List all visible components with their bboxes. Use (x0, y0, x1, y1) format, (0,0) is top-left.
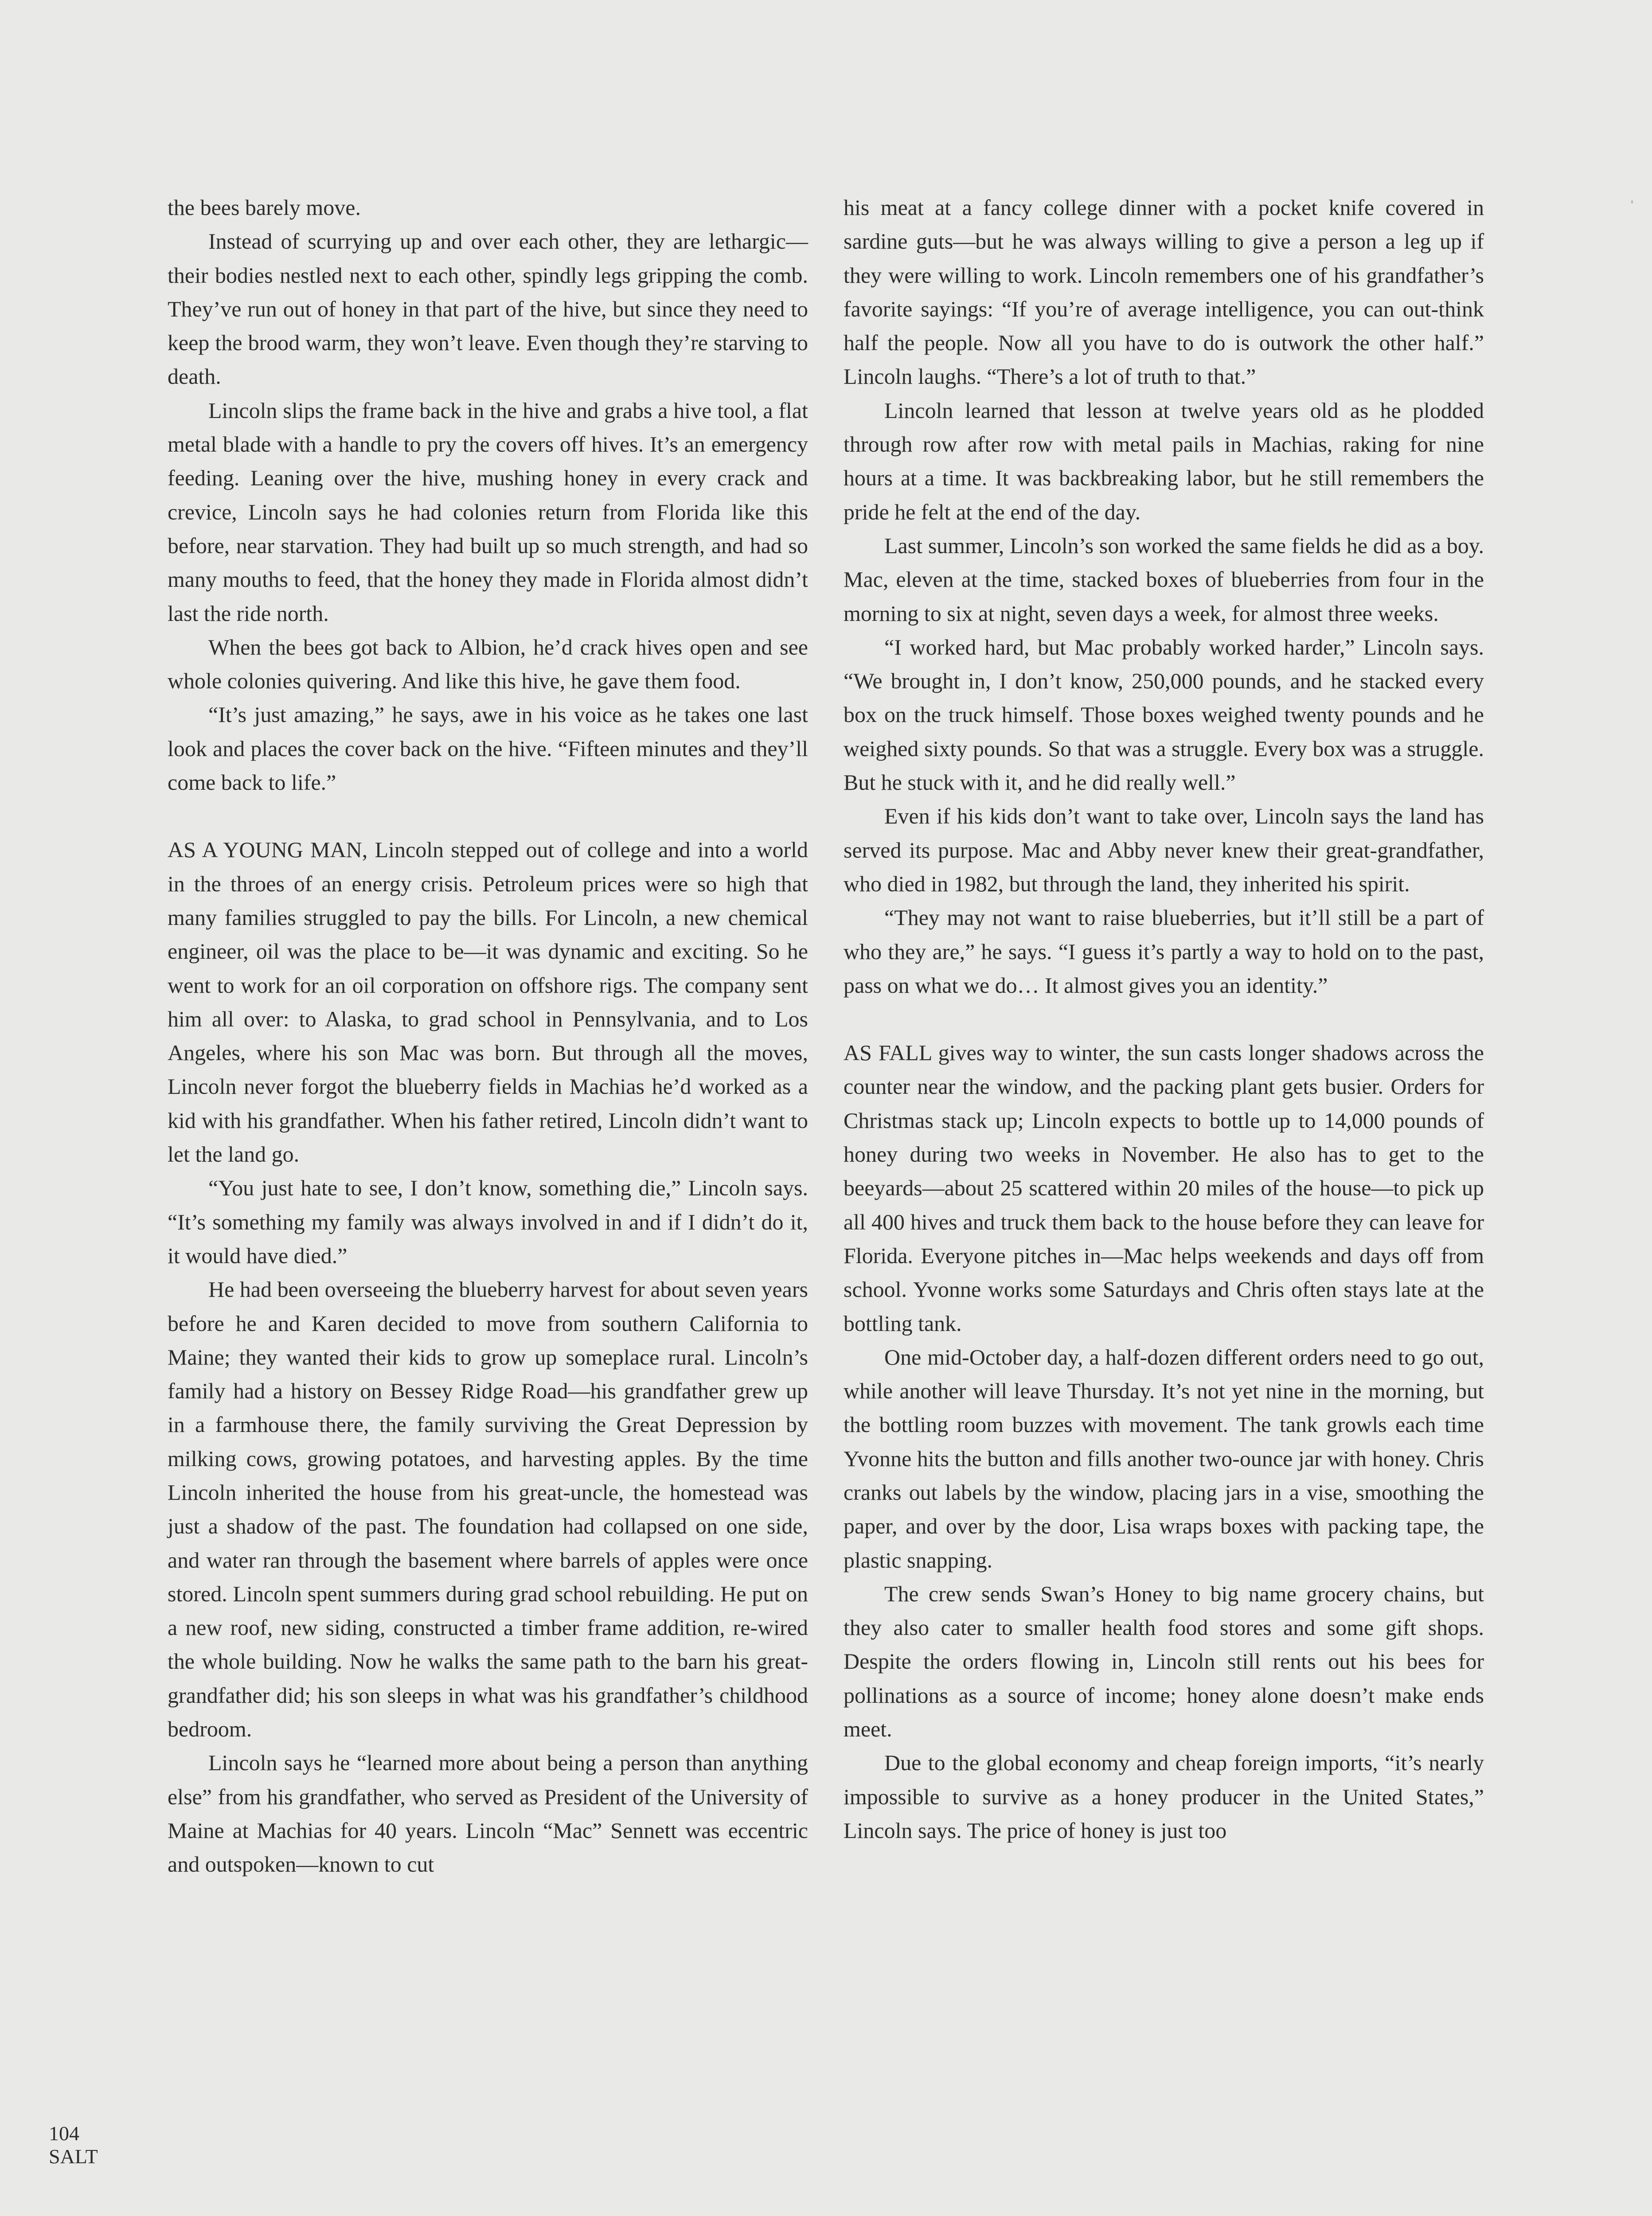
body-paragraph: One mid-October day, a half-dozen different orders need to go out, while another will leave Thursday. It’s not yet nine in the morning, but the bottling room buzzes with movement. The tank growls each time Yvonne hits the button and fills another two-ounce jar with honey. Chris cranks out labels by the window, placing jars in a vise, smoothing the paper, and over by the door, Lisa wraps boxes with packing tape, the plastic snapping. (844, 1344, 1484, 1572)
left-text-column (168, 191, 808, 1881)
page-number: 104 (49, 2122, 79, 2145)
body-paragraph: Lincoln learned that lesson at twelve years old as he plodded through row after row with metal pails in Machias, raking for nine hours at a time. It was backbreaking labor, but he still remembers the pride he felt at the end of the day. (844, 398, 1484, 524)
body-paragraph: The crew sends Swan’s Honey to big name grocery chains, but they also cater to smaller health food stores and some gift shops. Despite the orders flowing in, Lincoln still rents out his bees for pollinations as a source of income; honey alone doesn’t make ends meet. (844, 1581, 1484, 1742)
section-opening-paragraph: AS FALL gives way to winter, the sun casts longer shadows across the counter near the window, and the packing plant gets busier. Orders for Christmas stack up; Lincoln expects to bottle up to 14,000 pounds of honey during two weeks in November. He also has to get to the beeyards—about 25 scattered within 20 miles of the house—to pick up all 400 hives and truck them back to the house before they can leave for Florida. Everyone pitches in—Mac helps weekends and days off from school. Yvonne works some Saturdays and Chris often stays late at the bottling tank. (844, 1040, 1484, 1336)
right-text-column (844, 191, 1484, 1847)
body-paragraph: Instead of scurrying up and over each other, they are lethargic—their bodies nestled next to each other, spindly legs gripping the comb. They’ve run out of honey in that part of the hive, but since they need to keep the brood warm, they won’t leave. Even though they’re starving to death. (168, 229, 808, 389)
magazine-name: SALT (49, 2145, 98, 2168)
body-paragraph: the bees barely move. (168, 195, 361, 220)
body-paragraph: Last summer, Lincoln’s son worked the same fields he did as a boy. Mac, eleven at the time, stacked boxes of blueberries from four in the morning to six at night, seven days a week, for almost three weeks. (844, 533, 1484, 626)
body-paragraph: his meat at a fancy college dinner with a pocket knife covered in sardine guts—but he was always willing to give a person a leg up if they were willing to work. Lincoln remembers one of his grandfather’s favorite sayings: “If you’re of average intelligence, you can out-think half the people. Now all you have to do is outwork the other half.” Lincoln laughs. “There’s a lot of truth to that.” (844, 195, 1484, 389)
body-paragraph: “I worked hard, but Mac probably worked harder,” Lincoln says. “We brought in, I don’t know, 250,000 pounds, and he stacked every box on the truck himself. Those boxes weighed twenty pounds and he weighed sixty pounds. So that was a struggle. Every box was a struggle. But he stuck with it, and he did really well.” (844, 634, 1484, 795)
body-paragraph: Due to the global economy and cheap foreign imports, “it’s nearly impossible to survive as a honey producer in the United States,” Lincoln says. The price of honey is just too (844, 1750, 1484, 1843)
body-paragraph: When the bees got back to Albion, he’d crack hives open and see whole colonies quivering. And like this hive, he gave them food. (168, 634, 808, 694)
body-paragraph: Even if his kids don’t want to take over, Lincoln says the land has served its purpose. Mac and Abby never knew their great-grandfather, who died in 1982, but through the land, they inherited his spirit. (844, 804, 1484, 896)
body-paragraph: Lincoln slips the frame back in the hive and grabs a hive tool, a flat metal blade with a handle to pry the covers off hives. It’s an emergency feeding. Leaning over the hive, mushing honey in every crack and crevice, Lincoln says he had colonies return from Florida like this before, near starvation. They had built up so much strength, and had so many mouths to feed, that the honey they made in Florida almost didn’t last the ride north. (168, 398, 808, 626)
page-footer (49, 2122, 98, 2168)
paper-speck (1631, 200, 1633, 203)
body-paragraph: “They may not want to raise blueberries, but it’ll still be a part of who they are,” he says. “I guess it’s partly a way to hold on to the past, pass on what we do… It almost gives you an identity.” (844, 905, 1484, 998)
body-paragraph: “You just hate to see, I don’t know, something die,” Lincoln says. “It’s something my family was always involved in and if I didn’t do it, it would have died.” (168, 1175, 808, 1268)
body-paragraph: Lincoln says he “learned more about being a person than anything else” from his grandfather, who served as President of the University of Maine at Machias for 40 years. Lincoln “Mac” Sennett was eccentric and outspoken—known to cut (168, 1750, 808, 1877)
body-paragraph: “It’s just amazing,” he says, awe in his voice as he takes one last look and places the cover back on the hive. “Fifteen minutes and they’ll come back to life.” (168, 702, 808, 795)
body-paragraph: He had been overseeing the blueberry harvest for about seven years before he and Karen decided to move from southern California to Maine; they wanted their kids to grow up someplace rural. Lincoln’s family had a history on Bessey Ridge Road—his grandfather grew up in a farmhouse there, the family surviving the Great Depression by milking cows, growing potatoes, and harvesting apples. By the time Lincoln inherited the house from his great-uncle, the homestead was just a shadow of the past. The foundation had collapsed on one side, and water ran through the basement where barrels of apples were once stored. Lincoln spent summers during grad school rebuilding. He put on a new roof, new siding, constructed a timber frame addition, re-wired the whole building. Now he walks the same path to the barn his great-grandfather did; his son sleeps in what was his grandfather’s childhood bedroom. (168, 1277, 808, 1742)
section-opening-paragraph: AS A YOUNG MAN, Lincoln stepped out of college and into a world in the throes of an energy crisis. Petroleum prices were so high that many families struggled to pay the bills. For Lincoln, a new chemical engineer, oil was the place to be—it was dynamic and exciting. So he went to work for an oil corporation on offshore rigs. The company sent him all over: to Alaska, to grad school in Pennsylvania, and to Los Angeles, where his son Mac was born. But through all the moves, Lincoln never forgot the blueberry fields in Machias he’d worked as a kid with his grandfather. When his father retired, Lincoln didn’t want to let the land go. (168, 837, 808, 1167)
